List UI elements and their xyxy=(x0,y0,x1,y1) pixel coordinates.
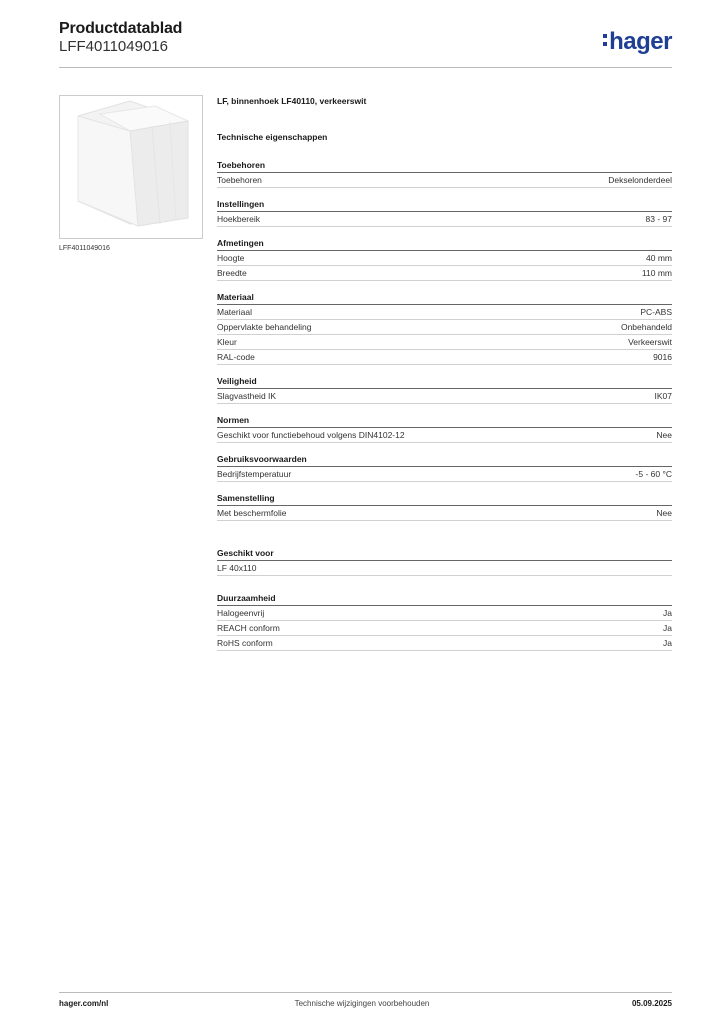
spec-label: REACH conform xyxy=(217,623,280,633)
spec-value: Dekselonderdeel xyxy=(608,175,672,185)
spec-groups xyxy=(217,160,672,521)
spec-value: Ja xyxy=(663,623,672,633)
group-title: Normen xyxy=(217,415,672,428)
group-title: Materiaal xyxy=(217,292,672,305)
spec-row xyxy=(217,506,672,521)
spec-row xyxy=(217,335,672,350)
spec-label: Hoogte xyxy=(217,253,245,263)
footer-divider xyxy=(59,992,672,993)
spec-row xyxy=(217,320,672,335)
header-divider xyxy=(59,67,672,68)
spec-row xyxy=(217,251,672,266)
spec-value: Nee xyxy=(656,430,672,440)
spec-row xyxy=(217,389,672,404)
spec-row xyxy=(217,350,672,365)
spec-group xyxy=(217,493,672,521)
spec-label: Met beschermfolie xyxy=(217,508,287,518)
hager-logo xyxy=(603,28,672,56)
group-title: Veiligheid xyxy=(217,376,672,389)
spec-group xyxy=(217,454,672,482)
product-image xyxy=(59,95,203,239)
product-code: LFF4011049016 xyxy=(59,38,168,55)
spec-label: LF 40x110 xyxy=(217,563,257,573)
spec-label: Materiaal xyxy=(217,307,252,317)
footer-website[interactable]: hager.com/nl xyxy=(59,999,109,1008)
geschikt-voor-group xyxy=(217,548,672,576)
corner-piece-icon xyxy=(60,96,202,238)
spec-value: IK07 xyxy=(654,391,672,401)
spec-label: Breedte xyxy=(217,268,247,278)
spec-row xyxy=(217,606,672,621)
spec-group xyxy=(217,376,672,404)
spec-group xyxy=(217,160,672,188)
spec-content xyxy=(217,96,672,662)
group-title: Instellingen xyxy=(217,199,672,212)
group-title: Toebehoren xyxy=(217,160,672,173)
spec-label: Hoekbereik xyxy=(217,214,260,224)
spec-row xyxy=(217,305,672,320)
spec-row xyxy=(217,266,672,281)
spec-row xyxy=(217,428,672,443)
footer-disclaimer: Technische wijzigingen voorbehouden xyxy=(294,999,430,1008)
spec-group xyxy=(217,292,672,365)
spec-label: Kleur xyxy=(217,337,237,347)
spec-value: 110 mm xyxy=(641,268,672,278)
group-title: Gebruiksvoorwaarden xyxy=(217,454,672,467)
spec-label: Oppervlakte behandeling xyxy=(217,322,312,332)
footer-date: 05.09.2025 xyxy=(631,999,672,1008)
spec-value: Ja xyxy=(663,608,672,618)
spec-group xyxy=(217,199,672,227)
spec-value: Nee xyxy=(656,508,672,518)
spec-value: 9016 xyxy=(653,352,672,362)
group-title: Samenstelling xyxy=(217,493,672,506)
section-heading: Technische eigenschappen xyxy=(217,132,328,142)
duurzaamheid-group xyxy=(217,593,672,651)
spec-value: 83 - 97 xyxy=(645,214,672,224)
spec-value: Onbehandeld xyxy=(620,322,672,332)
spec-label: RoHS conform xyxy=(217,638,273,648)
group-title: Afmetingen xyxy=(217,238,672,251)
spec-label: Geschikt voor functiebehoud volgens DIN4102-12 xyxy=(217,430,405,440)
spec-row xyxy=(217,173,672,188)
spec-value: Ja xyxy=(663,638,672,648)
spec-label: Toebehoren xyxy=(217,175,262,185)
spec-row xyxy=(217,621,672,636)
group-title: Geschikt voor xyxy=(217,548,672,561)
group-title: Duurzaamheid xyxy=(217,593,672,606)
spec-row xyxy=(217,467,672,482)
spec-value: Verkeerswit xyxy=(628,337,672,347)
spec-value: -5 - 60 °C xyxy=(635,469,672,479)
spec-label: Slagvastheid IK xyxy=(217,391,277,401)
spec-value: 40 mm xyxy=(646,253,672,263)
logo-text: hager xyxy=(609,28,672,55)
spec-label: Bedrijfstemperatuur xyxy=(217,469,292,479)
spec-value: PC-ABS xyxy=(640,307,672,317)
spec-label: RAL-code xyxy=(217,352,255,362)
spec-row xyxy=(217,212,672,227)
spec-label: Halogeenvrij xyxy=(217,608,265,618)
spec-group xyxy=(217,415,672,443)
spec-row xyxy=(217,561,672,576)
spec-group xyxy=(217,238,672,281)
image-caption: LFF4011049016 xyxy=(59,245,110,252)
page-title: Productdatablad xyxy=(59,20,183,37)
spec-row xyxy=(217,636,672,651)
product-title: LF, binnenhoek LF40110, verkeerswit xyxy=(217,96,367,106)
